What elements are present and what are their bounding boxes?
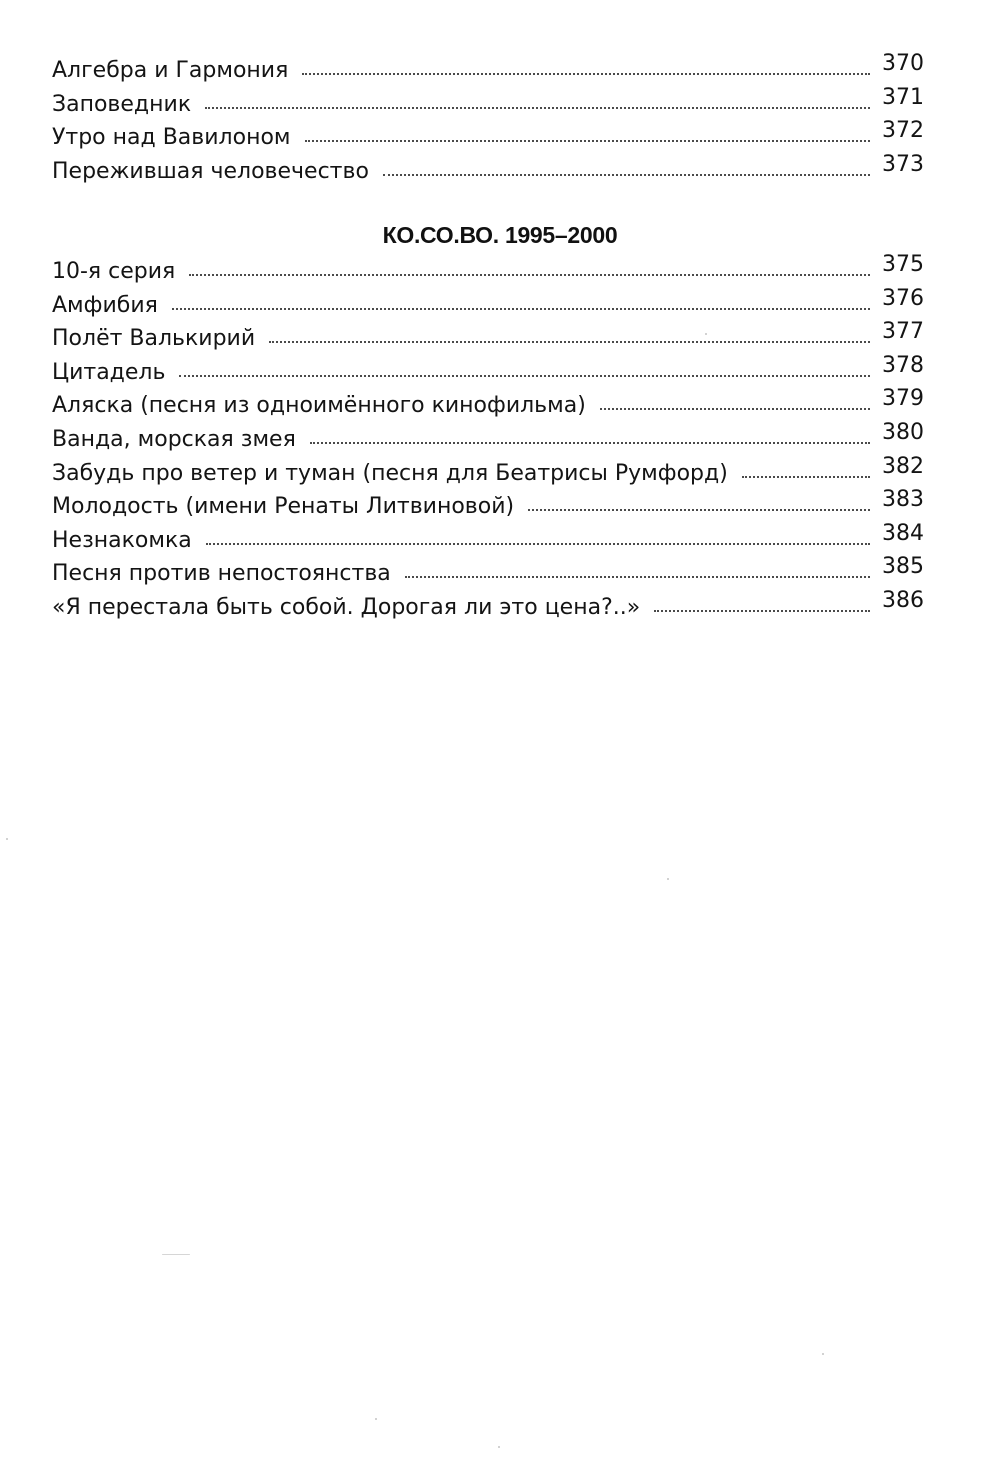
toc-entry-page-number: 386 (882, 587, 924, 613)
dot-leader (528, 509, 870, 511)
scan-speck (6, 838, 8, 840)
toc-entry-title: Цитадель (52, 359, 166, 385)
scan-speck (162, 1254, 190, 1255)
toc-entry (52, 51, 924, 88)
dot-leader (600, 408, 870, 410)
dot-leader (383, 174, 870, 176)
scan-speck (705, 333, 707, 335)
toc-entry-title: Утро над Вавилоном (52, 125, 291, 151)
toc-entry-page-number: 372 (882, 118, 924, 144)
dot-leader (305, 140, 870, 142)
toc-entry-title: Амфибия (52, 292, 158, 318)
toc-entry-title: Ванда, морская змея (52, 426, 296, 452)
toc-entry-title: Молодость (имени Ренаты Литвиновой) (52, 494, 515, 520)
toc-entry-page-number: 370 (882, 51, 924, 76)
scan-speck (822, 1353, 824, 1355)
toc-entry (52, 487, 924, 524)
toc-entry-page-number: 375 (882, 252, 924, 277)
toc-entry-page-number: 371 (882, 84, 924, 110)
toc-entry-page-number: 373 (882, 151, 924, 177)
toc-entry (52, 118, 924, 155)
toc-entry-page-number: 380 (882, 419, 924, 445)
toc-entry (52, 520, 924, 558)
toc-entry-page-number: 384 (882, 520, 924, 546)
toc-entry-page-number: 379 (882, 386, 924, 412)
toc-entry (52, 453, 924, 491)
section-heading: КО.СО.ВО. 1995–2000 (382, 222, 618, 248)
toc-entry-page-number: 383 (882, 487, 924, 513)
toc-entry (52, 352, 924, 390)
toc-entry (52, 419, 924, 457)
scan-speck (498, 1446, 500, 1448)
dot-leader (269, 341, 870, 343)
toc-entry-title: Песня против непостоянства (52, 561, 391, 587)
dot-leader (189, 274, 870, 276)
toc-entry-page-number: 377 (882, 319, 924, 345)
dot-leader (302, 73, 870, 75)
toc-entry (52, 285, 924, 323)
dot-leader (742, 476, 870, 478)
toc-entry (52, 386, 924, 423)
toc-entry-title: Алгебра и Гармония (52, 58, 289, 83)
toc-entry (52, 252, 924, 289)
toc-entry-page-number: 382 (882, 453, 924, 479)
toc-entry (52, 587, 924, 625)
dot-leader (654, 610, 870, 612)
toc-entry (52, 554, 924, 591)
dot-leader (205, 107, 870, 109)
toc-entry-page-number: 376 (882, 285, 924, 311)
dot-leader (206, 543, 870, 545)
scan-speck (667, 878, 669, 880)
toc-entry-page-number: 385 (882, 554, 924, 580)
toc-entry-title: 10-я серия (52, 259, 176, 284)
toc-entry-title: Полёт Валькирий (52, 326, 256, 352)
toc-entry-page-number: 378 (882, 352, 924, 378)
dot-leader (172, 308, 870, 310)
toc-entry (52, 151, 924, 189)
table-of-contents-top (52, 51, 924, 188)
toc-entry (52, 84, 924, 122)
dot-leader (179, 375, 870, 377)
toc-entry-title: Заповедник (52, 91, 192, 117)
toc-entry-title: Забудь про ветер и туман (песня для Беатрисы Румфорд) (52, 460, 728, 486)
toc-entry-title: Аляска (песня из одноимённого кинофильма) (52, 393, 586, 419)
toc-entry (52, 319, 924, 356)
table-of-contents-section (52, 252, 924, 625)
dot-leader (310, 442, 870, 444)
toc-entry-title: «Я перестала быть собой. Дорогая ли это цена?..» (52, 594, 641, 620)
dot-leader (405, 576, 870, 578)
toc-entry-title: Незнакомка (52, 527, 192, 553)
toc-entry-title: Пережившая человечество (52, 158, 369, 184)
scan-speck (375, 1418, 377, 1420)
